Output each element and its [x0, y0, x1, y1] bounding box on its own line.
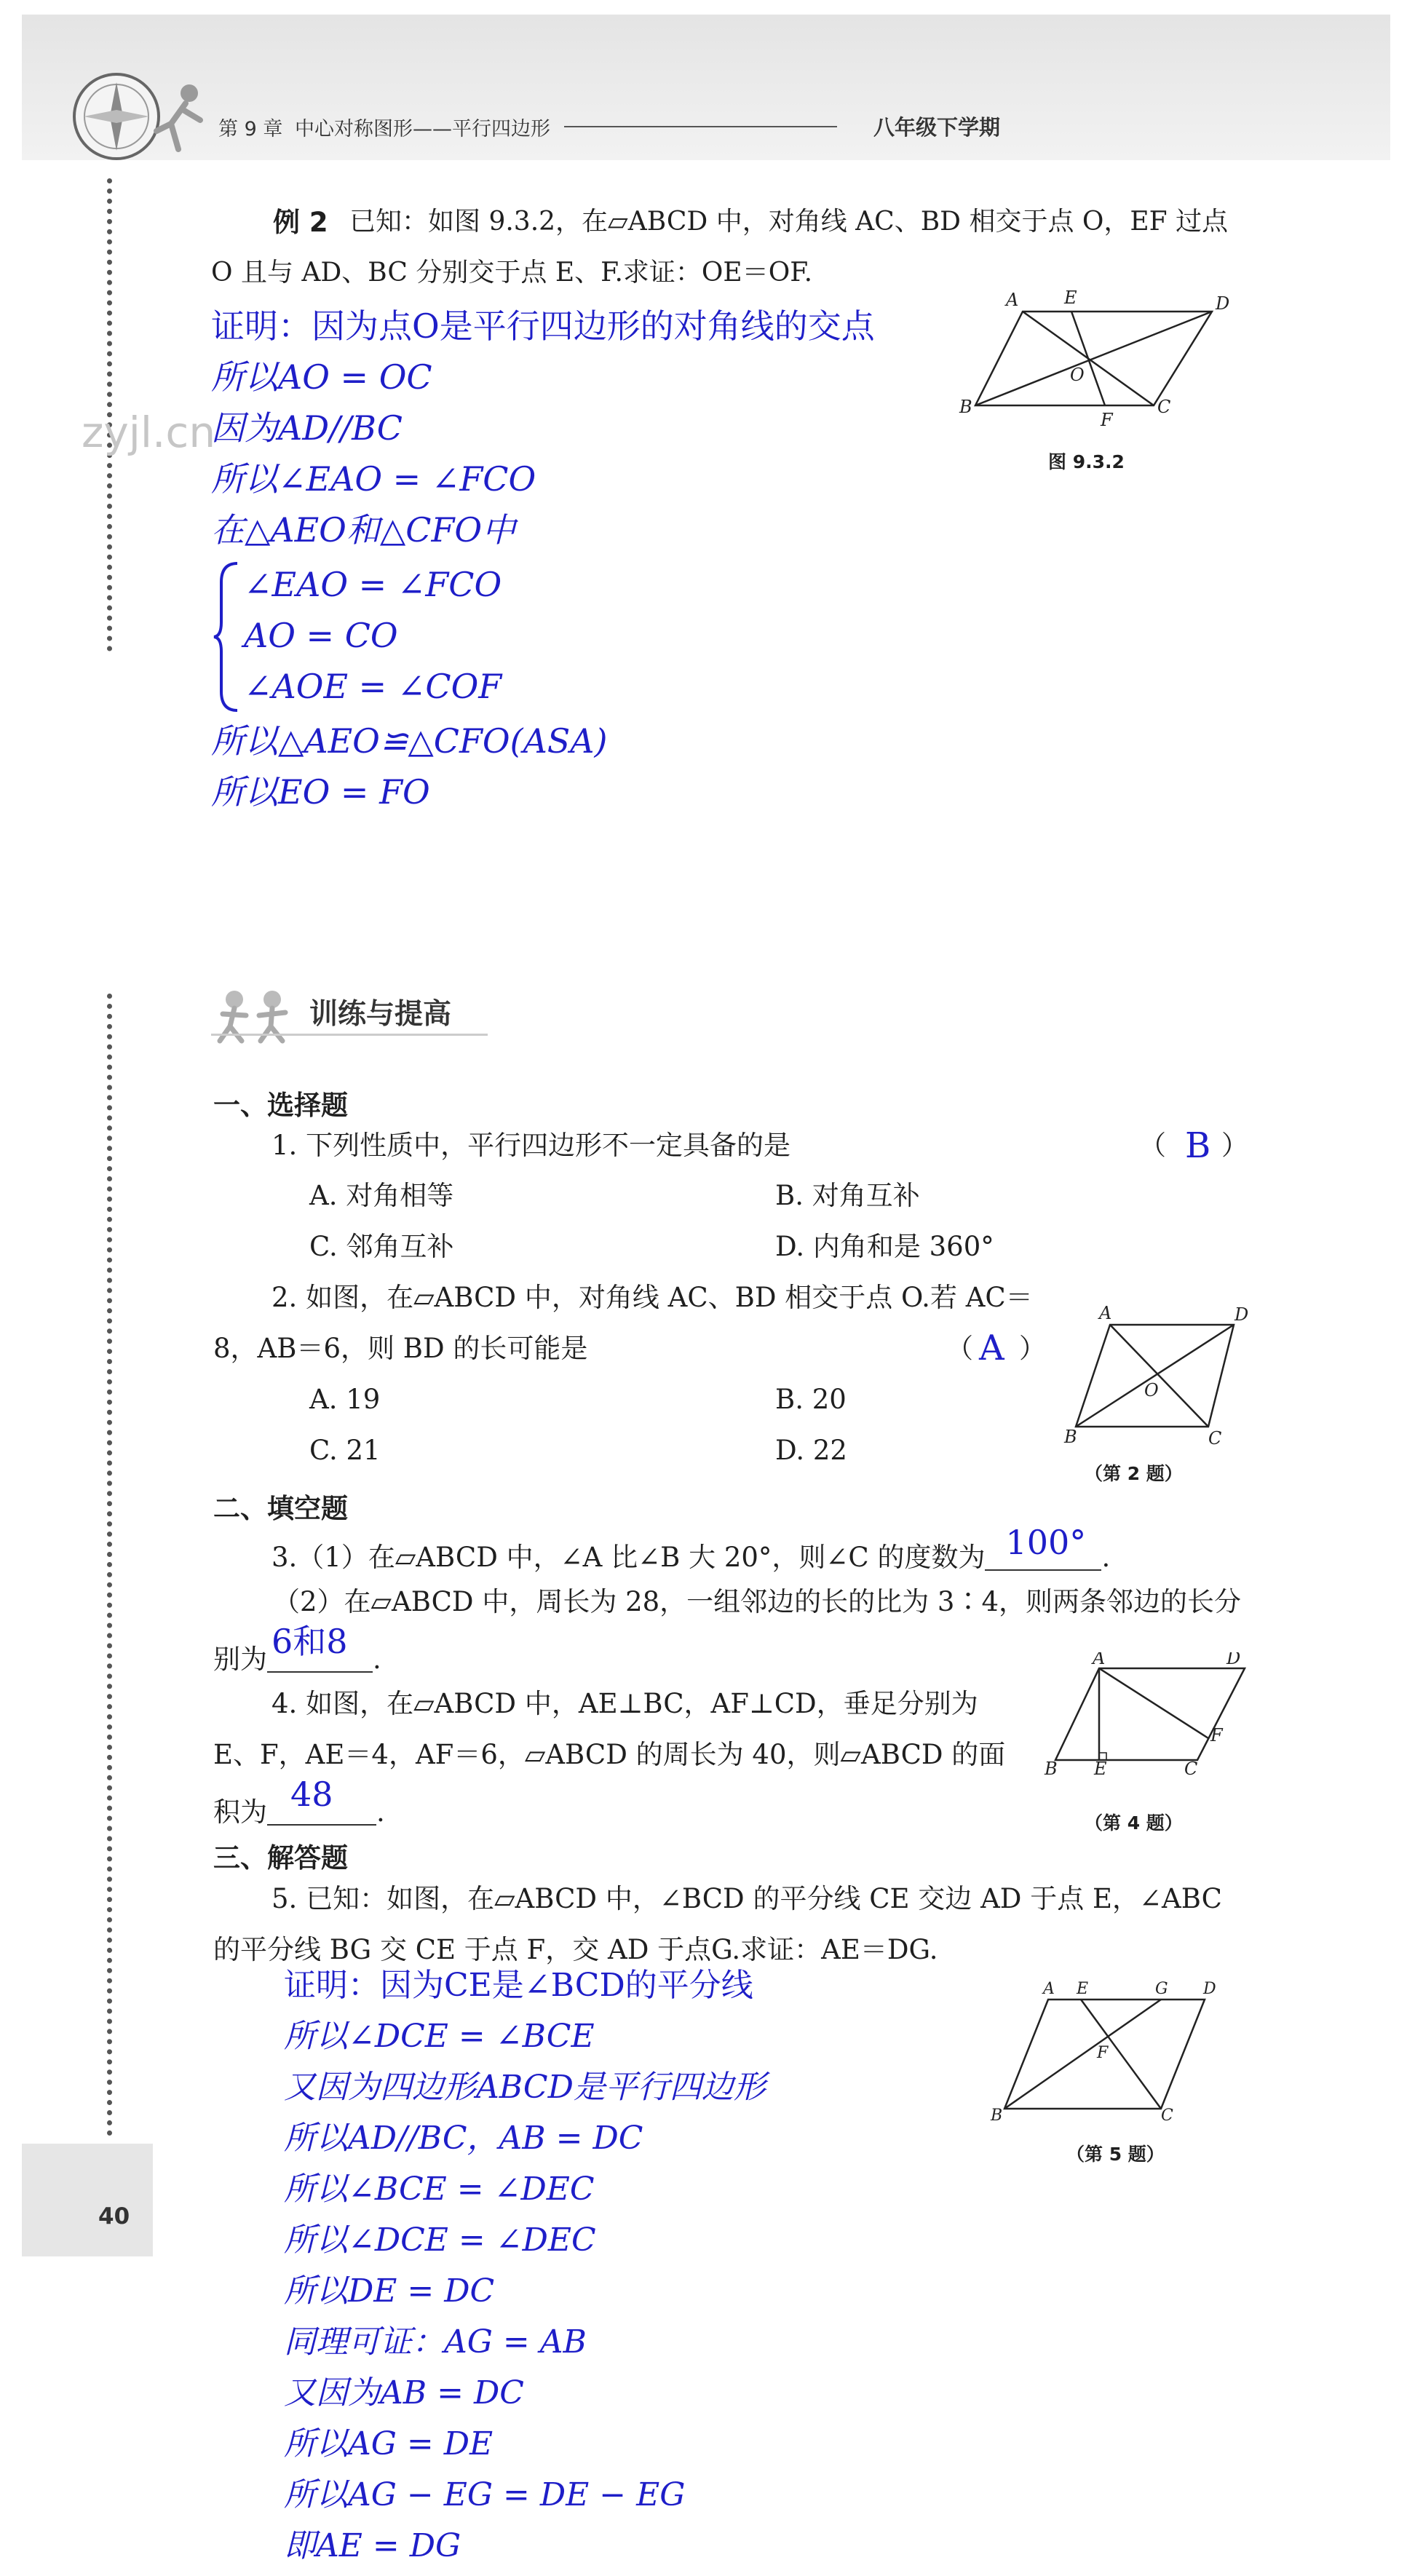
- ex2-proof-line-10: 所以EO = FO: [211, 772, 430, 812]
- q3-blank2: [267, 1622, 373, 1673]
- q1-paren-close: ）: [1221, 1130, 1248, 1161]
- q1-option-c: C. 邻角互补: [309, 1231, 454, 1262]
- q5-proof-line-10: 所以AG = DE: [284, 2425, 494, 2462]
- fig4-label-d: D: [1226, 1652, 1241, 1668]
- q4-line1: 4. 如图，在▱ABCD 中，AE⊥BC，AF⊥CD，垂足分别为: [272, 1688, 978, 1719]
- fig5-label-d: D: [1203, 1980, 1216, 1998]
- q4-line3: [213, 1775, 385, 1828]
- header-topic: 中心对称图形——平行四边形: [295, 118, 550, 140]
- q2-paren-open: （: [946, 1333, 973, 1364]
- q3-part2-line2: [213, 1622, 381, 1675]
- q2-caption: （第 2 题）: [1085, 1463, 1183, 1484]
- fig2-label-d: D: [1234, 1304, 1249, 1325]
- fig5-label-f: F: [1097, 2044, 1109, 2062]
- q3-part2-prefix: 别为: [213, 1644, 267, 1675]
- ex2-proof-line-7: AO = CO: [244, 616, 398, 655]
- q5-proof-line-11: 所以AG − EG = DE − EG: [284, 2476, 686, 2513]
- example2-line1: 已知：如图 9.3.2，在▱ABCD 中，对角线 AC、BD 相交于点 O，EF 过点: [349, 207, 1229, 237]
- q2-answer: A: [979, 1328, 1004, 1368]
- header-chapter: 第 9 章: [218, 118, 283, 140]
- q2-option-b: B. 20: [775, 1384, 847, 1415]
- margin-dots-bottom: [107, 994, 112, 2136]
- section2-heading: 二、填空题: [213, 1493, 348, 1524]
- fig5-label-a: A: [1043, 1980, 1055, 1998]
- q5-proof-line-5: 所以∠BCE = ∠DEC: [284, 2171, 595, 2208]
- fig1-label-o: O: [1070, 365, 1085, 385]
- figure-q4: [1037, 1652, 1256, 1776]
- ex2-proof-line-6: ∠EAO = ∠FCO: [244, 565, 502, 604]
- fig4-label-c: C: [1184, 1759, 1198, 1776]
- section1-heading: 一、选择题: [213, 1090, 348, 1121]
- watermark: zyjl.cn: [82, 408, 216, 457]
- q5-line1: 5. 已知：如图，在▱ABCD 中，∠BCD 的平分线 CE 交边 AD 于点 E，∠ABC: [272, 1883, 1222, 1914]
- fig1-label-f: F: [1101, 410, 1113, 429]
- q3-blank1: [985, 1523, 1101, 1571]
- header-grade: 八年级下学期: [873, 115, 1001, 140]
- q2-line2: 8，AB＝6，则 BD 的长可能是: [213, 1333, 588, 1364]
- fig4-label-a: A: [1093, 1652, 1106, 1668]
- q3-answer1: 100°: [1005, 1523, 1087, 1562]
- q3-part1: [272, 1523, 1111, 1573]
- q3-period2: .: [373, 1644, 381, 1675]
- fig2-label-b: B: [1064, 1427, 1077, 1447]
- q1-text: 1. 下列性质中，平行四边形不一定具备的是: [272, 1130, 791, 1161]
- q5-proof-line-8: 同理可证：AG = AB: [284, 2323, 587, 2361]
- figure-9-3-2: [954, 288, 1245, 429]
- brace-icon: [213, 560, 242, 713]
- runner-icon: [149, 80, 207, 153]
- training-title: 训练与提高: [309, 998, 452, 1031]
- q5-line2: 的平分线 BG 交 CE 于点 F，交 AD 于点G.求证：AE＝DG.: [213, 1934, 938, 1965]
- figure-q5: [986, 1976, 1226, 2122]
- fig2-label-c: C: [1208, 1428, 1222, 1448]
- q2-option-d: D. 22: [775, 1435, 847, 1466]
- q5-proof-line-7: 所以DE = DC: [284, 2272, 495, 2310]
- training-underline: [211, 1034, 488, 1036]
- section3-heading: 三、解答题: [213, 1842, 348, 1874]
- q4-period: .: [376, 1796, 385, 1828]
- fig1-label-a: A: [1006, 290, 1019, 310]
- fig5-label-b: B: [991, 2107, 1003, 2122]
- q5-proof-line-3: 又因为四边形ABCD是平行四边形: [284, 2069, 766, 2106]
- q5-proof-line-9: 又因为AB = DC: [284, 2374, 524, 2411]
- q3-part2-line1: （2）在▱ABCD 中，周长为 28，一组邻边的长的比为 3∶4，则两条邻边的长分: [273, 1586, 1242, 1617]
- q1-option-a: A. 对角相等: [309, 1180, 454, 1211]
- q2-paren-close: ）: [1019, 1333, 1046, 1364]
- q4-blank: [267, 1775, 376, 1826]
- fig1-label-d: D: [1216, 293, 1230, 314]
- example2-line2: O 且与 AD、BC 分别交于点 E、F.求证：OE＝OF.: [211, 258, 813, 288]
- training-icon: [213, 986, 300, 1045]
- figure-9-3-2-caption: 图 9.3.2: [1048, 451, 1125, 472]
- q1-option-b: B. 对角互补: [775, 1180, 920, 1211]
- q3-part1-text: 3.（1）在▱ABCD 中，∠A 比∠B 大 20°，则∠C 的度数为: [272, 1542, 986, 1573]
- header-rule: [564, 126, 837, 127]
- q2-option-a: A. 19: [309, 1384, 381, 1415]
- fig4-label-e: E: [1094, 1759, 1107, 1776]
- q2-option-c: C. 21: [309, 1435, 381, 1466]
- fig2-label-o: O: [1144, 1380, 1159, 1400]
- q1-option-d: D. 内角和是 360°: [775, 1231, 994, 1262]
- page-number-tab: [22, 2144, 153, 2256]
- q5-proof-line-2: 所以∠DCE = ∠BCE: [284, 2018, 595, 2055]
- q3-period1: .: [1101, 1542, 1111, 1573]
- fig4-label-f: F: [1210, 1725, 1223, 1745]
- ex2-proof-line-3: 因为AD//BC: [211, 408, 403, 448]
- ex2-proof-line-4: 所以∠EAO = ∠FCO: [211, 459, 536, 499]
- q2-line1: 2. 如图，在▱ABCD 中，对角线 AC、BD 相交于点 O.若 AC＝: [272, 1282, 1033, 1313]
- fig5-label-g: G: [1155, 1980, 1168, 1998]
- fig1-label-e: E: [1064, 288, 1077, 308]
- q4-line2: E、F，AE＝4，AF＝6，▱ABCD 的周长为 40，则▱ABCD 的面: [213, 1739, 1006, 1770]
- fig4-label-b: B: [1045, 1759, 1058, 1776]
- fig5-label-c: C: [1161, 2107, 1173, 2122]
- figure-q2: [1063, 1303, 1252, 1448]
- ex2-proof-line-5: 在△AEO和△CFO中: [211, 510, 516, 550]
- q5-proof-line-12: 即AE = DG: [284, 2527, 461, 2564]
- q4-caption: （第 4 题）: [1085, 1812, 1183, 1834]
- q5-proof-line-4: 所以AD//BC，AB = DC: [284, 2120, 643, 2157]
- fig2-label-a: A: [1099, 1303, 1112, 1323]
- fig1-label-c: C: [1157, 397, 1171, 417]
- fig1-label-b: B: [959, 397, 972, 417]
- q5-proof-line-6: 所以∠DCE = ∠DEC: [284, 2222, 596, 2259]
- q5-proof-line-1: 证明：因为CE是∠BCD的平分线: [284, 1967, 753, 2004]
- q4-answer: 48: [290, 1775, 333, 1814]
- example2-label: 例 2: [273, 207, 328, 238]
- ex2-proof-line-2: 所以AO = OC: [211, 357, 432, 397]
- fig5-label-e: E: [1077, 1980, 1089, 1998]
- ex2-proof-line-8: ∠AOE = ∠COF: [244, 667, 502, 706]
- q1-paren-open: （: [1139, 1130, 1166, 1161]
- q4-line3-prefix: 积为: [213, 1796, 267, 1828]
- q1-answer: B: [1185, 1125, 1211, 1166]
- ex2-proof-line-9: 所以△AEO≌△CFO(ASA): [211, 721, 608, 761]
- ex2-proof-line-1: 证明：因为点O是平行四边形的对角线的交点: [211, 306, 875, 346]
- q5-caption: （第 5 题）: [1066, 2144, 1165, 2165]
- q3-answer2: 6和8: [272, 1622, 348, 1661]
- page-number: 40: [98, 2203, 130, 2230]
